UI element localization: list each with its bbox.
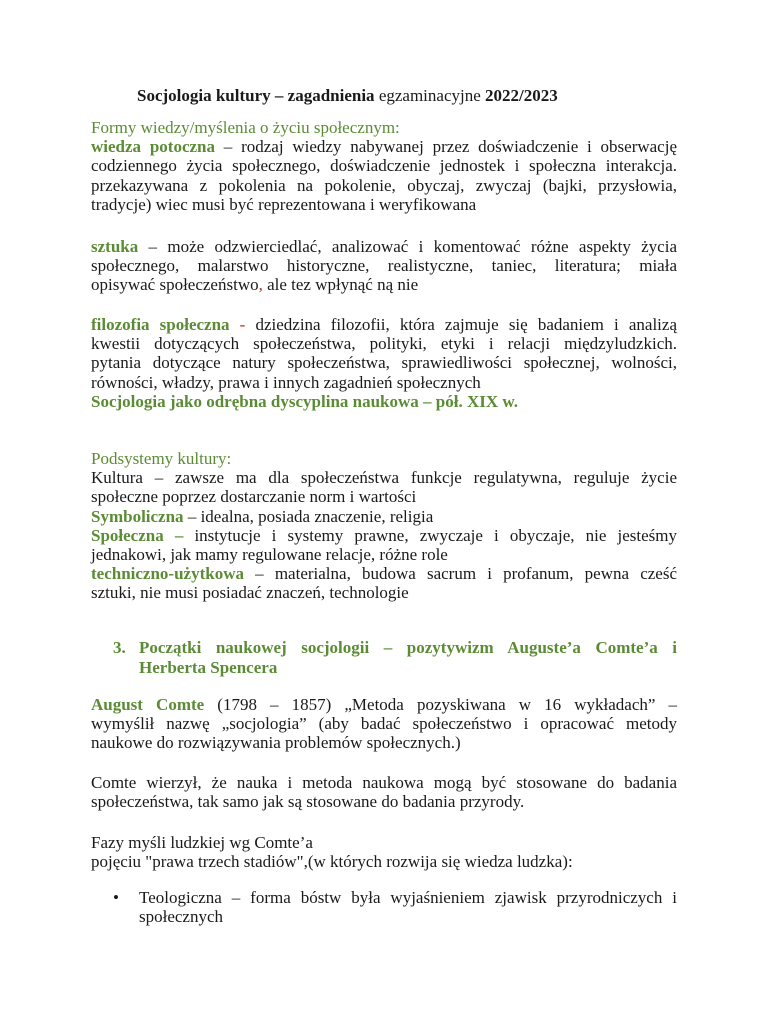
bullet-line-1: Teologiczna – forma bóstw była wyjaśnieniem zjawisk przyrodniczych i [139, 888, 677, 907]
sztuka-line-1 [91, 237, 677, 256]
wiedza-potoczna-term: wiedza potoczna [91, 137, 215, 157]
symboliczna-text: – idealna, posiada znaczenie, religia [183, 506, 434, 526]
section-3-title [139, 638, 677, 678]
spoleczna-line-2: jednakowi, jak mamy regulowane relacje, różne role [91, 545, 448, 565]
forms-heading: Formy wiedzy/myślenia o życiu społecznym: [91, 118, 400, 137]
spoleczna-line-1 [91, 526, 677, 545]
subsystems-section [91, 449, 677, 603]
sztuka-term: sztuka [91, 237, 139, 256]
kultura-line-2: społeczne poprzez dostarczanie norm i wartości [91, 487, 417, 507]
comte-p1-line-2: wymyślił nazwę „socjologia” (aby badać społeczeństwo i opracować metody [91, 714, 677, 734]
title-year: 2022/2023 [485, 86, 558, 105]
filozofia-line-2: kwestii dotyczących społeczeństwa, polityki, etyki i relacji międzyludzkich. [91, 334, 677, 354]
techniczna-line-2: sztuki, nie musi posiadać znaczeń, technologie [91, 583, 409, 603]
comte-p1-line-3: naukowe do rozwiązywania problemów społecznych.) [91, 733, 461, 753]
sztuka-text: – może odzwierciedlać, analizować i komentować różne aspekty życia [138, 237, 677, 256]
symboliczna-term: Symboliczna [91, 506, 184, 526]
filozofia-term: filozofia społeczna [91, 315, 230, 334]
section-3-title-line-2: Herberta Spencera [139, 658, 278, 677]
bullet-icon: • [113, 888, 119, 907]
comte-paragraph-2 [91, 773, 677, 811]
techniczna-line-1 [91, 564, 677, 583]
bullet-line-2: społecznych [139, 907, 224, 927]
comte-p3-line-2: pojęciu "prawa trzech stadiów",(w których rozwija się wiedza ludzka): [91, 852, 573, 872]
spoleczna-text: instytucje i systemy prawne, zwyczaje i obyczaje, nie jesteśmy [183, 525, 677, 545]
filozofia-line-1 [91, 315, 677, 334]
spoleczna-term: Społeczna – [91, 525, 184, 545]
techniczna-text: – materialna, budowa sacrum i profanum, pewna cześć [243, 564, 677, 584]
subsystems-heading: Podsystemy kultury: [91, 449, 232, 468]
sztuka-paragraph [91, 237, 677, 295]
symboliczna-line [91, 507, 677, 526]
sztuka-line-2: społecznego, malarstwo historyczne, realistyczne, taniec, literatura; miała [91, 256, 677, 276]
filozofia-line-4: równości, władzy, prawa i innych zagadnień społecznych [91, 372, 481, 392]
forms-section [91, 118, 677, 214]
kultura-line-1: Kultura – zawsze ma dla społeczeństwa funkcje regulatywna, reguluje życie [91, 468, 677, 488]
filozofia-paragraph [91, 315, 677, 411]
bullet-teologiczna-text [139, 888, 677, 926]
document-title [137, 86, 558, 106]
section-3-number: 3. [113, 638, 126, 657]
comte-p2-line-2: społeczeństwa, tak samo jak są stosowane do badania przyrody. [91, 792, 525, 812]
comte-paragraph-3 [91, 833, 677, 871]
sztuka-red-comma: , [258, 275, 263, 295]
socjologia-line: Socjologia jako odrębna dyscyplina naukowa – pół. XIX w. [91, 391, 518, 411]
wiedza-potoczna-line-1 [91, 137, 677, 156]
filozofia-line-3: pytania dotyczące natury społeczeństwa, sprawiedliwości społecznej, wolności, [91, 353, 677, 373]
sztuka-text-a: opisywać społeczeństwo [91, 275, 259, 295]
comte-paragraph-1 [91, 695, 677, 753]
comte-name: August Comte [91, 695, 205, 714]
wiedza-potoczna-line-3: przekazywana z pokolenia na pokolenie, obyczaj, zwyczaj (bajki, przysłowia, [91, 175, 677, 195]
comte-dates-text: (1798 – 1857) „Metoda pozyskiwana w 16 wykładach” – [204, 695, 677, 714]
wiedza-potoczna-text: – rodzaj wiedzy nabywanej przez doświadczenie i obserwację [215, 137, 677, 157]
sztuka-text-c: ale tez wpłynąć ną nie [262, 275, 419, 295]
title-normal-part: egzaminacyjne [374, 86, 486, 105]
title-bold-part: Socjologia kultury – zagadnienia [137, 86, 375, 105]
sztuka-line-3 [91, 275, 677, 294]
wiedza-potoczna-line-4: tradycje) wiec musi być reprezentowana i weryfikowana [91, 194, 477, 214]
filozofia-dash: - [229, 315, 246, 334]
comte-p1-line-1 [91, 695, 677, 714]
wiedza-potoczna-line-2: codziennego życia społecznego, doświadczenie jednostek i społeczna interakcja. [91, 156, 677, 176]
comte-p2-line-1: Comte wierzył, że nauka i metoda naukowa mogą być stosowane do badania [91, 773, 677, 792]
techniczna-term: techniczno-użytkowa [91, 564, 244, 584]
comte-p3-line-1: Fazy myśli ludzkiej wg Comte’a [91, 833, 313, 852]
section-3-title-line-1: Początki naukowej socjologii – pozytywizm Auguste’a Comte’a i [139, 638, 677, 657]
filozofia-text: dziedzina filozofii, która zajmuje się badaniem i analizą [245, 315, 677, 334]
